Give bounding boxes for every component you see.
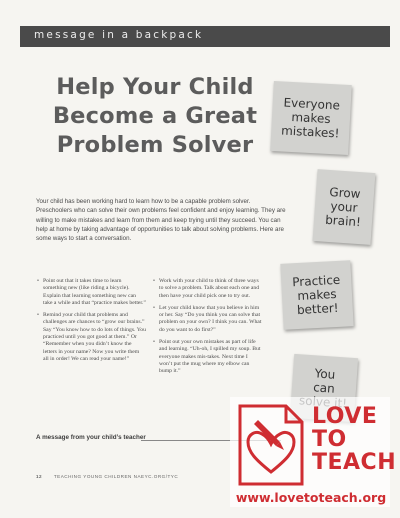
logo-url: www.lovetoteach.org — [235, 490, 387, 505]
intro-paragraph: Your child has been working hard to learn how to be a capable problem solver. Preschoolers who can solve their own problems feel confident and enjoy learning. They are willing to make mistakes and learn from them and keep trying until they succeed. You can help at home by taking advantage of opportunities to talk about solving problems. Here are some ways to start a conversation. — [36, 198, 286, 243]
tip-item: • Let your child know that you believe in him or her. Say “Do you think you can solve that problem on your own? I think you can. What do you want to do first?” — [159, 305, 262, 334]
love-to-teach-watermark — [230, 397, 397, 507]
page-title: Help Your Child Become a Great Problem Solver — [52, 74, 258, 158]
sticky-note-everyone-makes-mistakes: Everyone makes mistakes! — [270, 81, 352, 155]
teacher-message-label: A message from your child’s teacher — [36, 434, 146, 441]
footer-text: TEACHING YOUNG CHILDREN NAEYC.ORG/TYC — [53, 474, 179, 479]
pencil-heart-logo-icon — [236, 402, 310, 488]
section-banner — [20, 26, 390, 47]
banner-label: message in a backpack — [34, 29, 204, 41]
page-footer — [36, 474, 178, 479]
page-number: 12 — [36, 474, 43, 479]
tips-column-right — [152, 278, 262, 381]
tip-item: • Point out your own mistakes as part of life and learning. “Uh-oh, I spilled my soup. But everyone makes mis-takes. Next time I won’t put the mug where my elbow can bump it.” — [159, 339, 262, 375]
sticky-note-you-can-solve-it: You can — [290, 354, 358, 422]
sticky-note-practice-makes-better: Practice makes better! — [280, 260, 353, 330]
tips-column-left — [36, 278, 146, 368]
sticky-note-grow-your-brain: Grow your brain! — [313, 169, 376, 245]
logo-wordmark: LOVE TO TEACH — [312, 404, 397, 475]
tip-item: • Remind your child that problems and challenges are chances to “grow our brains.” Say “You know how to do lots of things. You practiced until you got good at them.” Or “Remember when you didn’t know the letters in your name? Now you write them all in order! We can read your name!” — [43, 312, 146, 363]
tip-item: • Work with your child to think of three ways to solve a problem. Talk about each one and then have your child pick one to try out. — [159, 278, 262, 300]
tip-item: • Point out that it takes time to learn something new (like riding a bicycle). Explain that learning something new can take a while and that “practice makes better.” — [43, 278, 146, 307]
